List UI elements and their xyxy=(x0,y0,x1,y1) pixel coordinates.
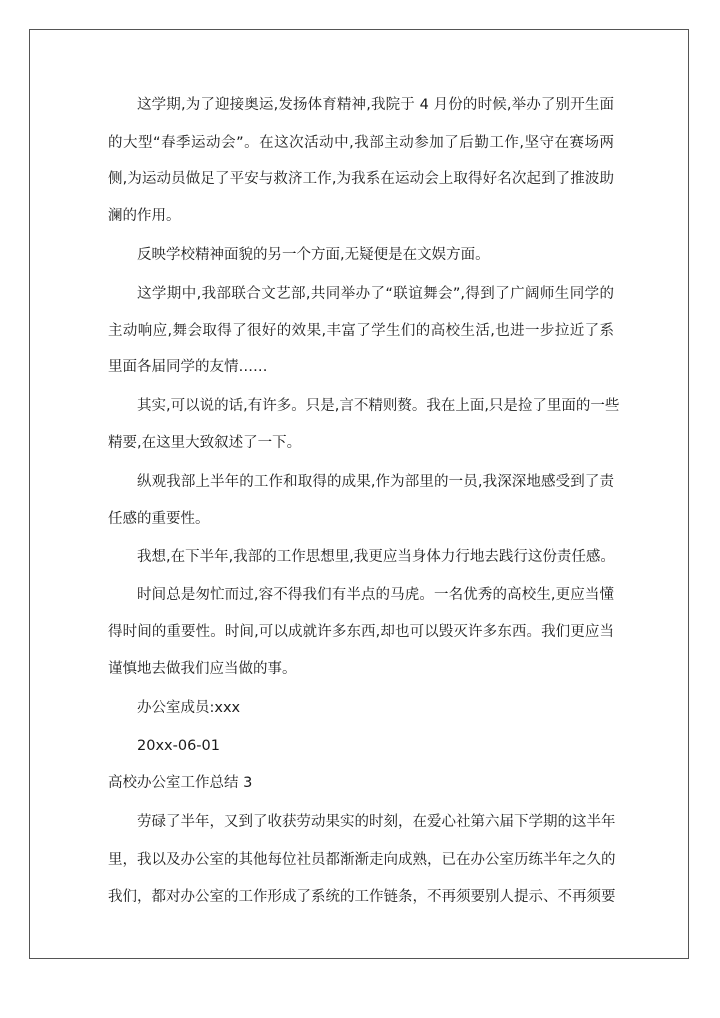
signature-member: 办公室成员:xxx xyxy=(137,700,241,716)
paragraph-line: 里，我以及办公室的其他每位社员都渐渐走向成熟，已在办公室历练半年之久的 xyxy=(108,852,616,868)
paragraph-line: 澜的作用。 xyxy=(108,208,181,224)
paragraph-line: 精要,在这里大致叙述了一下。 xyxy=(108,435,302,451)
paragraph-line: 谨慎地去做我们应当做的事。 xyxy=(108,661,297,677)
paragraph-line: 劳碌了半年，又到了收获劳动果实的时刻，在爱心社第六届下学期的这半年 xyxy=(137,814,616,830)
paragraph-line: 这学期,为了迎接奥运,发扬体育精神,我院于 4 月份的时候,举办了别开生面 xyxy=(137,97,614,113)
paragraph-line: 里面各届同学的友情…… xyxy=(108,359,268,375)
paragraph-line: 主动响应,舞会取得了很好的效果,丰富了学生们的高校生活,也进一步拉近了系 xyxy=(108,323,614,339)
paragraph-line: 纵观我部上半年的工作和取得的成果,作为部里的一员,我深深地感受到了责 xyxy=(137,474,614,490)
paragraph-line: 其实,可以说的话,有许多。只是,言不精则赘。我在上面,只是捡了里面的一些 xyxy=(137,398,620,414)
paragraph-line: 侧,为运动员做足了平安与救济工作,为我系在运动会上取得好名次起到了推波助 xyxy=(108,171,614,187)
paragraph-line: 任感的重要性。 xyxy=(108,511,210,527)
paragraph-line: 我想,在下半年,我部的工作思想里,我更应当身体力行地去践行这份责任感。 xyxy=(137,549,615,565)
paragraph-line: 的大型“春季运动会”。在这次活动中,我部主动参加了后勤工作,坚守在赛场两 xyxy=(108,135,614,151)
paragraph-line: 得时间的重要性。时间,可以成就许多东西,却也可以毁灭许多东西。我们更应当 xyxy=(108,624,614,640)
section-heading: 高校办公室工作总结 3 xyxy=(108,775,253,791)
paragraph-line: 反映学校精神面貌的另一个方面,无疑便是在文娱方面。 xyxy=(137,247,490,263)
paragraph-line: 我们，都对办公室的工作形成了系统的工作链条，不再须要别人提示、不再须要 xyxy=(108,889,616,905)
paragraph-line: 这学期中,我部联合文艺部,共同举办了“联谊舞会”,得到了广阔师生同学的 xyxy=(137,286,614,302)
signature-date: 20xx-06-01 xyxy=(137,738,220,754)
paragraph-line: 时间总是匆忙而过,容不得我们有半点的马虎。一名优秀的高校生,更应当懂 xyxy=(137,587,614,603)
